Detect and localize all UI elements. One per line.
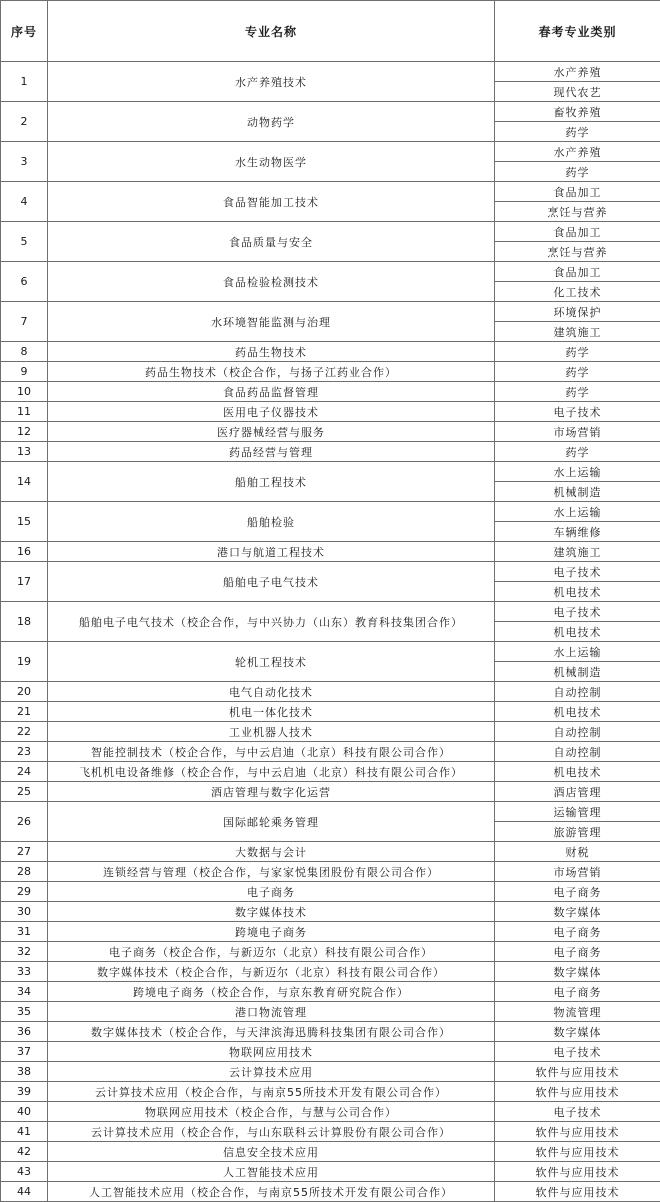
category-cell: 电子商务 [495,982,660,1002]
major-name: 船舶检验 [48,502,495,542]
category-cell: 现代农艺 [495,82,660,102]
major-name: 水产养殖技术 [48,62,495,102]
major-name: 水生动物医学 [48,142,495,182]
row-index: 3 [1,142,48,182]
table-row [1,102,660,122]
table-row [1,62,660,82]
table-row [1,222,660,242]
major-name: 船舶电子电气技术（校企合作，与中兴协力（山东）教育科技集团合作） [48,602,495,642]
table-row [1,402,660,422]
major-name: 电子商务 [48,882,495,902]
major-name: 国际邮轮乘务管理 [48,802,495,842]
row-index: 33 [1,962,48,982]
major-name: 食品检验检测技术 [48,262,495,302]
category-cell: 电子技术 [495,1042,660,1062]
table-row [1,1042,660,1062]
row-index: 2 [1,102,48,142]
table-row [1,1022,660,1042]
row-index: 14 [1,462,48,502]
category-cell: 软件与应用技术 [495,1122,660,1142]
category-cell: 机电技术 [495,582,660,602]
category-cell: 数字媒体 [495,902,660,922]
major-name: 信息安全技术应用 [48,1142,495,1162]
major-name: 食品药品监督管理 [48,382,495,402]
row-index: 22 [1,722,48,742]
major-name: 云计算技术应用 [48,1062,495,1082]
table-row [1,1182,660,1202]
row-index: 19 [1,642,48,682]
table-row [1,1062,660,1082]
row-index: 1 [1,62,48,102]
category-cell: 电子技术 [495,402,660,422]
category-cell: 电子商务 [495,882,660,902]
major-name: 物联网应用技术（校企合作，与慧与公司合作） [48,1102,495,1122]
major-name: 药品生物技术 [48,342,495,362]
major-name: 跨境电子商务 [48,922,495,942]
category-cell: 食品加工 [495,222,660,242]
row-index: 24 [1,762,48,782]
major-name: 船舶电子电气技术 [48,562,495,602]
category-cell: 水产养殖 [495,62,660,82]
category-cell: 软件与应用技术 [495,1162,660,1182]
category-cell: 药学 [495,342,660,362]
category-cell: 水上运输 [495,502,660,522]
row-index: 4 [1,182,48,222]
table-row [1,562,660,582]
row-index: 26 [1,802,48,842]
table-row [1,362,660,382]
table-row [1,602,660,622]
major-name: 船舶工程技术 [48,462,495,502]
category-cell: 机电技术 [495,622,660,642]
category-cell: 烹饪与营养 [495,242,660,262]
major-name: 水环境智能监测与治理 [48,302,495,342]
row-index: 5 [1,222,48,262]
table-row [1,802,660,822]
category-cell: 烹饪与营养 [495,202,660,222]
table-row [1,462,660,482]
major-name: 人工智能技术应用（校企合作，与南京55所技术开发有限公司合作） [48,1182,495,1202]
category-cell: 畜牧养殖 [495,102,660,122]
table-row [1,1142,660,1162]
row-index: 29 [1,882,48,902]
table-row [1,642,660,662]
row-index: 11 [1,402,48,422]
category-cell: 水产养殖 [495,142,660,162]
row-index: 27 [1,842,48,862]
row-index: 7 [1,302,48,342]
category-cell: 机电技术 [495,702,660,722]
table-row [1,902,660,922]
table-row [1,922,660,942]
category-cell: 数字媒体 [495,962,660,982]
row-index: 18 [1,602,48,642]
category-cell: 机械制造 [495,482,660,502]
major-name: 云计算技术应用（校企合作，与南京55所技术开发有限公司合作） [48,1082,495,1102]
category-cell: 软件与应用技术 [495,1062,660,1082]
major-name: 轮机工程技术 [48,642,495,682]
major-name: 动物药学 [48,102,495,142]
major-name: 港口与航道工程技术 [48,542,495,562]
major-name: 港口物流管理 [48,1002,495,1022]
category-cell: 药学 [495,382,660,402]
category-cell: 食品加工 [495,182,660,202]
category-cell: 机械制造 [495,662,660,682]
major-name: 食品质量与安全 [48,222,495,262]
row-index: 34 [1,982,48,1002]
row-index: 40 [1,1102,48,1122]
category-cell: 运输管理 [495,802,660,822]
category-cell: 电子商务 [495,942,660,962]
major-name: 医疗器械经营与服务 [48,422,495,442]
row-index: 21 [1,702,48,722]
category-cell: 自动控制 [495,682,660,702]
row-index: 9 [1,362,48,382]
major-name: 云计算技术应用（校企合作，与山东联科云计算股份有限公司合作） [48,1122,495,1142]
table-row [1,942,660,962]
table-row [1,422,660,442]
header-row [1,1,660,62]
row-index: 23 [1,742,48,762]
header-index: 序号 [1,1,48,62]
major-name: 数字媒体技术（校企合作，与天津滨海迅腾科技集团有限公司合作） [48,1022,495,1042]
major-name: 医用电子仪器技术 [48,402,495,422]
table-row [1,982,660,1002]
row-index: 36 [1,1022,48,1042]
category-cell: 化工技术 [495,282,660,302]
table-row [1,442,660,462]
major-name: 酒店管理与数字化运营 [48,782,495,802]
category-cell: 机电技术 [495,762,660,782]
table-row [1,502,660,522]
header-category: 春考专业类别 [495,1,660,62]
category-cell: 软件与应用技术 [495,1142,660,1162]
table-row [1,302,660,322]
category-cell: 电子技术 [495,1102,660,1122]
table-row [1,762,660,782]
major-name: 电气自动化技术 [48,682,495,702]
category-cell: 旅游管理 [495,822,660,842]
row-index: 6 [1,262,48,302]
major-name: 人工智能技术应用 [48,1162,495,1182]
major-name: 数字媒体技术 [48,902,495,922]
major-name: 数字媒体技术（校企合作，与新迈尔（北京）科技有限公司合作） [48,962,495,982]
table-row [1,1162,660,1182]
category-cell: 财税 [495,842,660,862]
table-row [1,142,660,162]
category-cell: 药学 [495,442,660,462]
row-index: 25 [1,782,48,802]
table-row [1,682,660,702]
table-row [1,382,660,402]
category-cell: 自动控制 [495,722,660,742]
category-cell: 软件与应用技术 [495,1182,660,1202]
table-row [1,862,660,882]
table-row [1,342,660,362]
category-cell: 市场营销 [495,422,660,442]
row-index: 28 [1,862,48,882]
table-row [1,1002,660,1022]
major-name: 跨境电子商务（校企合作，与京东教育研究院合作） [48,982,495,1002]
row-index: 16 [1,542,48,562]
table-row [1,262,660,282]
table-row [1,882,660,902]
major-name: 食品智能加工技术 [48,182,495,222]
table-body [1,62,660,1202]
row-index: 42 [1,1142,48,1162]
row-index: 44 [1,1182,48,1202]
row-index: 37 [1,1042,48,1062]
row-index: 35 [1,1002,48,1022]
category-cell: 电子技术 [495,562,660,582]
category-cell: 药学 [495,362,660,382]
table-row [1,1122,660,1142]
major-name: 工业机器人技术 [48,722,495,742]
table-row [1,782,660,802]
row-index: 39 [1,1082,48,1102]
row-index: 31 [1,922,48,942]
category-cell: 环境保护 [495,302,660,322]
major-name: 物联网应用技术 [48,1042,495,1062]
major-name: 飞机机电设备维修（校企合作，与中云启迪（北京）科技有限公司合作） [48,762,495,782]
table-row [1,842,660,862]
category-cell: 药学 [495,162,660,182]
row-index: 20 [1,682,48,702]
row-index: 15 [1,502,48,542]
major-name: 电子商务（校企合作，与新迈尔（北京）科技有限公司合作） [48,942,495,962]
major-name: 药品经营与管理 [48,442,495,462]
table-row [1,1102,660,1122]
row-index: 8 [1,342,48,362]
major-name: 机电一体化技术 [48,702,495,722]
row-index: 32 [1,942,48,962]
category-cell: 软件与应用技术 [495,1082,660,1102]
row-index: 38 [1,1062,48,1082]
table-row [1,702,660,722]
row-index: 17 [1,562,48,602]
category-cell: 药学 [495,122,660,142]
table-row [1,1082,660,1102]
category-cell: 物流管理 [495,1002,660,1022]
category-cell: 建筑施工 [495,322,660,342]
category-cell: 电子商务 [495,922,660,942]
table-row [1,742,660,762]
category-cell: 食品加工 [495,262,660,282]
category-cell: 市场营销 [495,862,660,882]
row-index: 41 [1,1122,48,1142]
category-cell: 建筑施工 [495,542,660,562]
row-index: 10 [1,382,48,402]
category-cell: 酒店管理 [495,782,660,802]
table-row [1,542,660,562]
table-row [1,182,660,202]
table-row [1,962,660,982]
category-cell: 水上运输 [495,462,660,482]
category-cell: 车辆维修 [495,522,660,542]
major-name: 药品生物技术（校企合作，与扬子江药业合作） [48,362,495,382]
header-major: 专业名称 [48,1,495,62]
table-row [1,722,660,742]
category-cell: 自动控制 [495,742,660,762]
category-cell: 水上运输 [495,642,660,662]
category-cell: 电子技术 [495,602,660,622]
row-index: 43 [1,1162,48,1182]
major-name: 大数据与会计 [48,842,495,862]
category-cell: 数字媒体 [495,1022,660,1042]
row-index: 30 [1,902,48,922]
row-index: 13 [1,442,48,462]
major-name: 智能控制技术（校企合作，与中云启迪（北京）科技有限公司合作） [48,742,495,762]
major-name: 连锁经营与管理（校企合作，与家家悦集团股份有限公司合作） [48,862,495,882]
row-index: 12 [1,422,48,442]
